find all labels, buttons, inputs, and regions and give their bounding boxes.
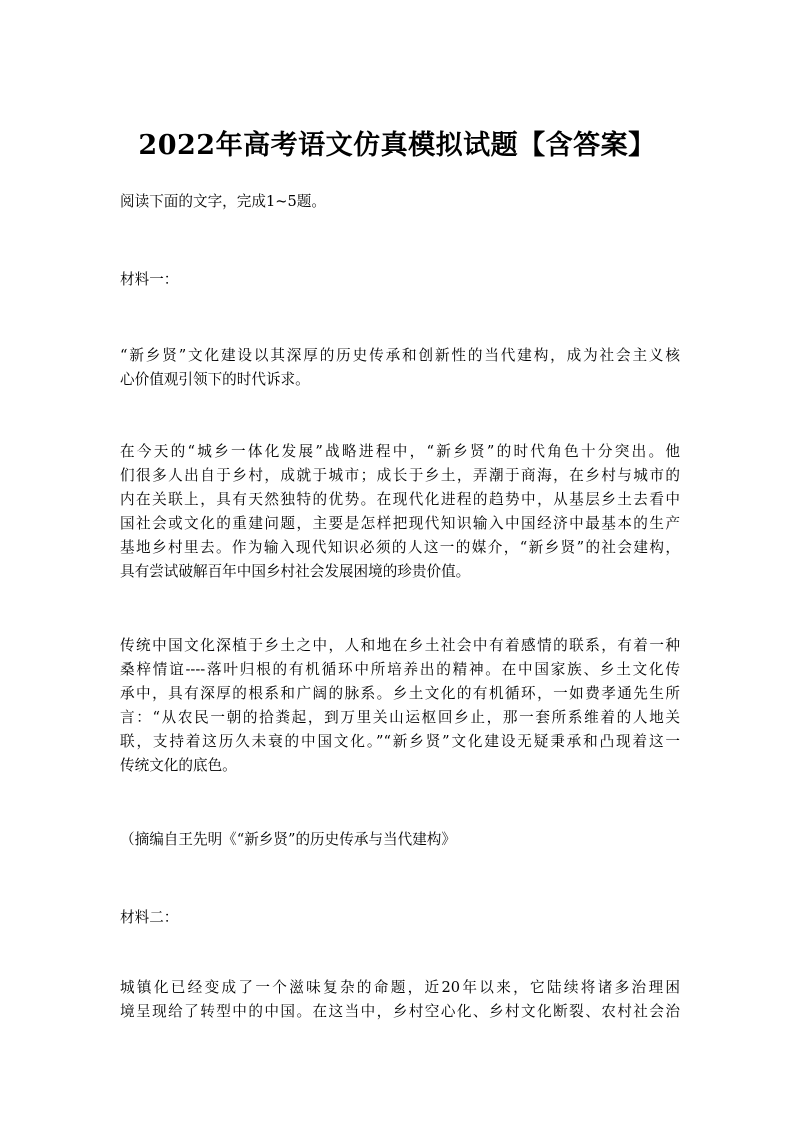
- paragraph-2-line: 内在关联上，具有天然独特的优势。在现代化进程的趋势中，从基层乡土去看中: [120, 491, 680, 508]
- paragraph-2-line: 在今天的“城乡一体化发展”战略进程中，“新乡贤”的时代角色十分突出。他: [120, 443, 680, 460]
- paragraph-1-line: 心价值观引领下的时代诉求。: [120, 371, 310, 388]
- source-citation: （摘编自王先明《“新乡贤”的历史传承与当代建构》: [120, 831, 456, 848]
- page-title: 2022年高考语文仿真模拟试题【含答案】: [138, 130, 656, 161]
- paragraph-3-line: 传统文化的底色。: [120, 757, 237, 774]
- paragraph-2: [120, 440, 680, 584]
- paragraph-3-line: 桑梓情谊----落叶归根的有机循环中所培养出的精神。在中国家族、乡土文化传: [120, 661, 680, 678]
- paragraph-3-line: 承中，具有深厚的根系和广阔的脉系。乡土文化的有机循环，一如费孝通先生所: [120, 685, 680, 702]
- paragraph-2-line: 基地乡村里去。作为输入现代知识必须的人这一的媒介，“新乡贤”的社会建构，: [120, 539, 680, 556]
- paragraph-4-line: 境呈现给了转型中的中国。在这当中，乡村空心化、乡村文化断裂、农村社会治: [120, 1003, 680, 1020]
- paragraph-4-line: 城镇化已经变成了一个滋味复杂的命题，近20年以来，它陆续将诸多治理困: [120, 979, 680, 996]
- paragraph-2-line: 们很多人出自于乡村，成就于城市；成长于乡土，弄潮于商海，在乡村与城市的: [120, 467, 680, 484]
- paragraph-2-line: 国社会或文化的重建问题，主要是怎样把现代知识输入中国经济中最基本的生产: [120, 515, 680, 532]
- paragraph-3-line: 联，支持着这历久未衰的中国文化。”“新乡贤”文化建设无疑秉承和凸现着这一: [120, 733, 680, 750]
- paragraph-3: [120, 634, 680, 778]
- paragraph-1-line: “新乡贤”文化建设以其深厚的历史传承和创新性的当代建构，成为社会主义核: [120, 347, 680, 364]
- paragraph-4: [120, 976, 680, 1024]
- paragraph-2-line: 具有尝试破解百年中国乡村社会发展困境的珍贵价值。: [120, 563, 471, 580]
- material-one-label: 材料一：: [120, 271, 179, 288]
- instruction-text: 阅读下面的文字，完成1~5题。: [120, 193, 326, 210]
- paragraph-1: [120, 344, 680, 392]
- material-two-label: 材料二：: [120, 909, 179, 926]
- paragraph-3-line: 言：“从农民一朝的拾粪起，到万里关山运枢回乡止，那一套所系维着的人地关: [120, 709, 680, 726]
- paragraph-3-line: 传统中国文化深植于乡土之中，人和地在乡土社会中有着感情的联系，有着一种: [120, 637, 680, 654]
